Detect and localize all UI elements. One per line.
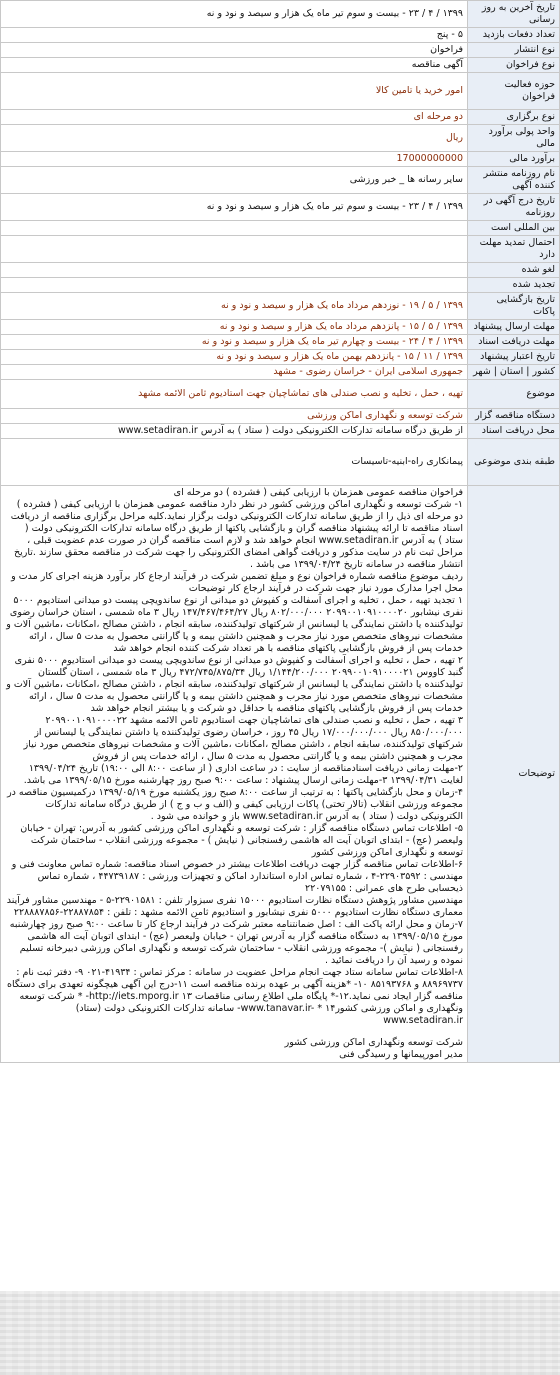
detail-row [1, 439, 560, 486]
detail-row [1, 28, 560, 43]
detail-value: پیمانکاری راه-ابنیه-تاسیسات [1, 439, 468, 486]
detail-row [1, 221, 560, 236]
detail-value: ۱۳۹۹ / ۴ / ۲۴ - بیست و چهارم تیر ماه یک هزار و سیصد و نود و نه [1, 335, 468, 350]
detail-value: آگهی مناقصه [1, 58, 468, 73]
scrollbar-thumb[interactable] [0, 1291, 560, 1375]
detail-label: کشور | استان | شهر [468, 365, 560, 380]
detail-label: حوزه فعالیت فراخوان [468, 73, 560, 110]
detail-row [1, 350, 560, 365]
detail-label: واحد پولی برآورد مالی [468, 125, 560, 152]
detail-row [1, 278, 560, 293]
detail-value: دو مرحله ای [1, 110, 468, 125]
detail-value: ۱۳۹۹ / ۵ / ۱۹ - نوزدهم مرداد ماه یک هزار و سیصد و نود و نه [1, 293, 468, 320]
detail-label: محل دریافت اسناد [468, 424, 560, 439]
detail-row [1, 125, 560, 152]
description-paragraph: ۱ تجدید تهیه ، حمل ، تخلیه و اجرای آسفالت و کفپوش دو میدانی از نوع ساندویچی پیست دو میدانی استادیوم ۵۰۰۰ نفری نیشابور ۲۰۹۹۰۰۱۰۹۱۰۰۰۰۲۰ ۸۰۲/۰۰۰/۰۰۰ ریال ۱۴۷/۴۶۷/۴۶۴/۲۷ ریال ۳ ماه شمسی ، استان خراسان رضوی تولیدکننده یا داشتن نمایندگی یا لیسانس از شرکتهای تولیدکننده، سابقه انجام ، داشتن مصالح ،امکانات ،ماشین آلات و مشخصات نیروهای متخصص مورد نیاز مجرب و همچنین داشتن بیمه و یا گارانتی محصول به مدت ۵ سال ، ارائه خدمات پس از فروش بازگشایی پاکتهای مناقصه با هر تعداد شرکت کننده انجام خواهد شد [6, 595, 463, 654]
detail-label: برآورد مالی [468, 152, 560, 167]
detail-label: تاریخ درج آگهی در روزنامه [468, 194, 560, 221]
detail-value: ۱۳۹۹ / ۵ / ۱۵ - پانزدهم مرداد ماه یک هزار و سیصد و نود و نه [1, 320, 468, 335]
detail-value [1, 263, 468, 278]
detail-label: بین المللی است [468, 221, 560, 236]
detail-row [1, 110, 560, 125]
detail-value: فراخوان [1, 43, 468, 58]
detail-value [1, 236, 468, 263]
detail-value: سایر رسانه ها _ خبر ورزشی [1, 167, 468, 194]
detail-value: ۵ - پنج [1, 28, 468, 43]
description-paragraph: ۳ تهیه ، حمل ، تخلیه و نصب صندلی های تماشاچیان جهت استادیوم ثامن الائمه مشهد ۲۰۹۹۰۰۱۰۹۱۰۰۰۰۲۲ ۸۵۰/۰۰۰/۰۰۰ ریال ۱۷/۰۰۰/۰۰۰/۰۰۰ ریال ۴۵ روز ، خراسان رضوی تولیدکننده یا داشتن نمایندگی یا لیسانس از شرکتهای تولیدکننده، سابقه انجام ، داشتن مصالح ،امکانات ،ماشین آلات و مشخصات نیروهای متخصص مورد نیاز مجرب و همچنین داشتن بیمه و یا گارانتی محصول به مدت ۵ سال ، ارائه خدمات پس از فروش [23, 715, 463, 762]
detail-label: تاریخ آخرین به روز رسانی [468, 1, 560, 28]
detail-row [1, 43, 560, 58]
detail-label: دستگاه مناقصه گزار [468, 409, 560, 424]
detail-label: لغو شده [468, 263, 560, 278]
detail-row [1, 58, 560, 73]
detail-value: 17000000000 [1, 152, 468, 167]
detail-row [1, 293, 560, 320]
description-label: توضیحات [468, 486, 560, 1063]
detail-label: طبقه بندی موضوعی [468, 439, 560, 486]
detail-value: ۱۳۹۹ / ۴ / ۲۳ - بیست و سوم تیر ماه یک هزار و سیصد و نود و نه [1, 1, 468, 28]
detail-label: تجدید شده [468, 278, 560, 293]
detail-value: ۱۳۹۹ / ۴ / ۲۳ - بیست و سوم تیر ماه یک هزار و سیصد و نود و نه [1, 194, 468, 221]
detail-value [1, 221, 468, 236]
description-row [1, 486, 560, 1063]
detail-value: امور خرید یا تامین کالا [1, 73, 468, 110]
description-paragraph: ۸-اطلاعات تماس سامانه ستاد جهت انجام مراحل عضویت در سامانه : مرکز تماس : ۴۱۹۳۴-۰۲۱ ۹- دفتر ثبت نام : ۸۸۹۶۹۷۳۷ و ۸۵۱۹۳۷۶۸ ۱۰- *هزینه آگهی بر عهده برنده مناقصه است ۱۱-درج این آگهی هیچگونه تعهدی برای دستگاه مناقصه گزار ایجاد نمی نماید.۱۲-* پایگاه ملی اطلاع رسانی مناقصات ۱۳ http://iets.mporg.ir- * شرکت توسعه ونگهداری و اماکن ورزشی کشورwww.tanavar.ir- * ۱۴- سامانه تدارکات الکترونیکی دولت (ستاد) www.setadiran.ir [6, 967, 463, 1026]
horizontal-scrollbar[interactable] [0, 1291, 560, 1375]
detail-label: مهلت ارسال پیشنهاد [468, 320, 560, 335]
description-paragraph: ۶-اطلاعات تماس مناقصه گزار جهت دریافت اطلاعات بیشتر در خصوص اسناد مناقصه: شماره تماس معاونت فنی و مهندسی : ۲۲۹۰۳۵۹۲-۴ ، شماره تماس اداره استاندارد اماکن و تجهیزات ورزشی : ۴۴۷۳۹۱۸۷ ، شماره تماس ذیحسابی طرح های عمرانی : ۲۲۰۷۹۱۵۵ [11, 859, 463, 894]
description-text [1, 486, 468, 1063]
detail-row [1, 380, 560, 409]
detail-row [1, 263, 560, 278]
description-paragraph [5, 1027, 463, 1037]
detail-row [1, 236, 560, 263]
description-paragraph: ۵- اطلاعات تماس دستگاه مناقصه گزار : شرکت توسعه و نگهداری اماکن ورزشی کشور به آدرس: تهران - خیابان ولیعصر (عج) - ابتدای اتوبان آیت اله هاشمی رفسنجانی ( نیایش ) - مجموعه ورزشی انقلاب - ساختمان شرکت توسعه و نگهداری اماکن ورزشی کشور [20, 823, 463, 858]
detail-row [1, 365, 560, 380]
detail-value [1, 278, 468, 293]
detail-row [1, 1, 560, 28]
detail-label: تعداد دفعات بازدید [468, 28, 560, 43]
detail-row [1, 320, 560, 335]
detail-row [1, 424, 560, 439]
detail-row [1, 167, 560, 194]
description-paragraph: مهندسین مشاور پژوهش دستگاه نظارت استادیوم ۱۵۰۰۰ نفری سبزوار تلفن : ۲۲۹۰۱۵۸۱-۵ - مهندسین مشاور فرآیند معماری دستگاه نظارت استادیوم ۵۰۰۰ نفری نیشابور و استادیوم ثامن الائمه مشهد : تلفن : ۲۲۸۸۷۸۵۴-۲۲۸۸۸۷۸۵۶ [6, 895, 463, 918]
description-paragraph: شرکت توسعه ونگهداری اماکن ورزشی کشور [284, 1037, 463, 1048]
detail-row [1, 73, 560, 110]
detail-label: نوع برگزاری [468, 110, 560, 125]
detail-label: موضوع [468, 380, 560, 409]
detail-label: نوع انتشار [468, 43, 560, 58]
description-paragraph: مدیر امورپیمانها و رسیدگی فنی [339, 1049, 463, 1060]
description-paragraph: ۲-مهلت زمانی دریافت اسنادمناقصه از سایت : در ساعت اداری ( از ساعت ۸:۰۰ الی ۱۹:۰۰) تاریخ ۱۳۹۹/۰۴/۲۴ لغایت ۱۳۹۹/۰۴/۳۱ ۳-مهلت زمانی ارسال پیشنهاد : ساعت ۹:۰۰ صبح روز چهارشنبه مورخ ۱۳۹۹/۰۵/۱۵ می باشد. [23, 763, 463, 786]
detail-value: جمهوری اسلامی ایران - خراسان رضوی - مشهد [1, 365, 468, 380]
description-paragraph: ۲ تهیه ، حمل ، تخلیه و اجرای آسفالت و کفپوش دو میدانی از نوع ساندویچی پیست دو میدانی استادیوم ۵۰۰۰ نفری گنبد کاووس ۲۰۹۹۰۰۱۰۹۱۰۰۰۰۲۱ ۱/۱۴۴/۲۰۰/۰۰۰ ریال ۴۷۲/۷۴۵/۸۷۵/۳۴ ریال ۳ ماه شمسی ، استان گلستان تولیدکننده یا داشتن نمایندگی یا لیسانس از شرکتهای تولیدکننده، سابقه انجام ، داشتن مصالح ،امکانات ،ماشین آلات و مشخصات نیروهای متخصص مورد نیاز مجرب و همچنین داشتن بیمه و یا گارانتی محصول به مدت ۵ سال ، ارائه خدمات پس از فروش بازگشایی پاکتهای مناقصه با حداقل دو شرکت و یا بیشتر انجام خواهد شد [6, 655, 463, 714]
description-paragraph: ردیف موضوع مناقصه شماره فراخوان نوع و مبلغ تضمین شرکت در فرآیند ارجاع کار برآورد هزینه اجرای کار مدت و محل اجرا مدارک مورد نیاز جهت شرکت در فرآیند ارجاع کار توضیحات [11, 571, 463, 594]
description-paragraph: ۷-زمان و محل ارائه پاکت الف : اصل ضمانتنامه معتبر شرکت در فرآیند ارجاع کار تا ساعت ۹:۰۰ صبح روز چهارشنبه مورخ ۱۳۹۹/۰۵/۱۵ به دستگاه مناقصه گزار به آدرس تهران - خیابان ولیعصر (عج) - ابتدای اتوبان آیت اله هاشمی رفسنجانی ( نیایش )- مجموعه ورزشی انقلاب - ساختمان شرکت توسعه و نگهداری اماکن ورزشی دبیرخانه تسلیم نموده و رسید آن را دریافت نمائید . [9, 919, 463, 966]
description-paragraph: ۱- شرکت توسعه و نگهداری اماکن ورزشی کشور در نظر دارد مناقصه عمومی همزمان با ارزیابی کیفی ( فشرده ) دو مرحله ای ذیل را از طریق سامانه تدارکات الکترونیکی دولت برگزار نماید.کلیه مراحل برگزاری مناقصه از دریافت اسناد مناقصه تا ارائه پیشنهاد مناقصه گران و بازگشایی پاکتها از طریق درگاه سامانه تدارکات الکترونیکی دولت ( ستاد ) به آدرس www.setadiran.ir انجام خواهد شد و لازم است مناقصه گران در صورت عدم عضویت قبلی ، مراحل ثبت نام در سایت مذکور و دریافت گواهی امضای الکترونیکی را جهت شرکت در مناقصه محقق سازند .تاریخ انتشار مناقصه در سامانه تاریخ ۱۳۹۹/۰۴/۲۴ می باشد . [10, 499, 463, 570]
detail-label: تاریخ بازگشایی پاکات [468, 293, 560, 320]
detail-row [1, 335, 560, 350]
detail-label: تاریخ اعتبار پیشنهاد [468, 350, 560, 365]
detail-label: مهلت دریافت اسناد [468, 335, 560, 350]
detail-value: ریال [1, 125, 468, 152]
detail-row [1, 409, 560, 424]
detail-value: ۱۳۹۹ / ۱۱ / ۱۵ - پانزدهم بهمن ماه یک هزار و سیصد و نود و نه [1, 350, 468, 365]
detail-row [1, 194, 560, 221]
detail-label: نام روزنامه منتشر کننده آگهی [468, 167, 560, 194]
detail-row [1, 152, 560, 167]
detail-value: از طریق درگاه سامانه تدارکات الکترونیکی دولت ( ستاد ) به آدرس www.setadiran.ir [1, 424, 468, 439]
detail-label: نوع فراخوان [468, 58, 560, 73]
description-paragraph: ۴-زمان و محل بازگشایی پاکتها : به ترتیب از ساعت ۸:۰۰ صبح روز یکشنبه مورخ ۱۳۹۹/۰۵/۱۹ درکمیسیون مناقصه در مجموعه ورزشی انقلاب (تالار تختی) پاکات ارزیابی کیفی و (الف و ب و ج ) از طریق درگاه سامانه تدارکات الکترونیکی دولت ( ستاد ) به آدرس www.setadiran.ir باز و خوانده می شود . [7, 787, 463, 822]
detail-value: شرکت توسعه و نگهداری اماکن ورزشی [1, 409, 468, 424]
detail-label: احتمال تمدید مهلت دارد [468, 236, 560, 263]
description-paragraph: فراخوان مناقصه عمومی همزمان با ارزیابی کیفی ( فشرده ) دو مرحله ای [173, 487, 463, 498]
detail-value: تهیه ، حمل ، تخلیه و نصب صندلی های تماشاچیان جهت استادیوم ثامن الائمه مشهد [1, 380, 468, 409]
